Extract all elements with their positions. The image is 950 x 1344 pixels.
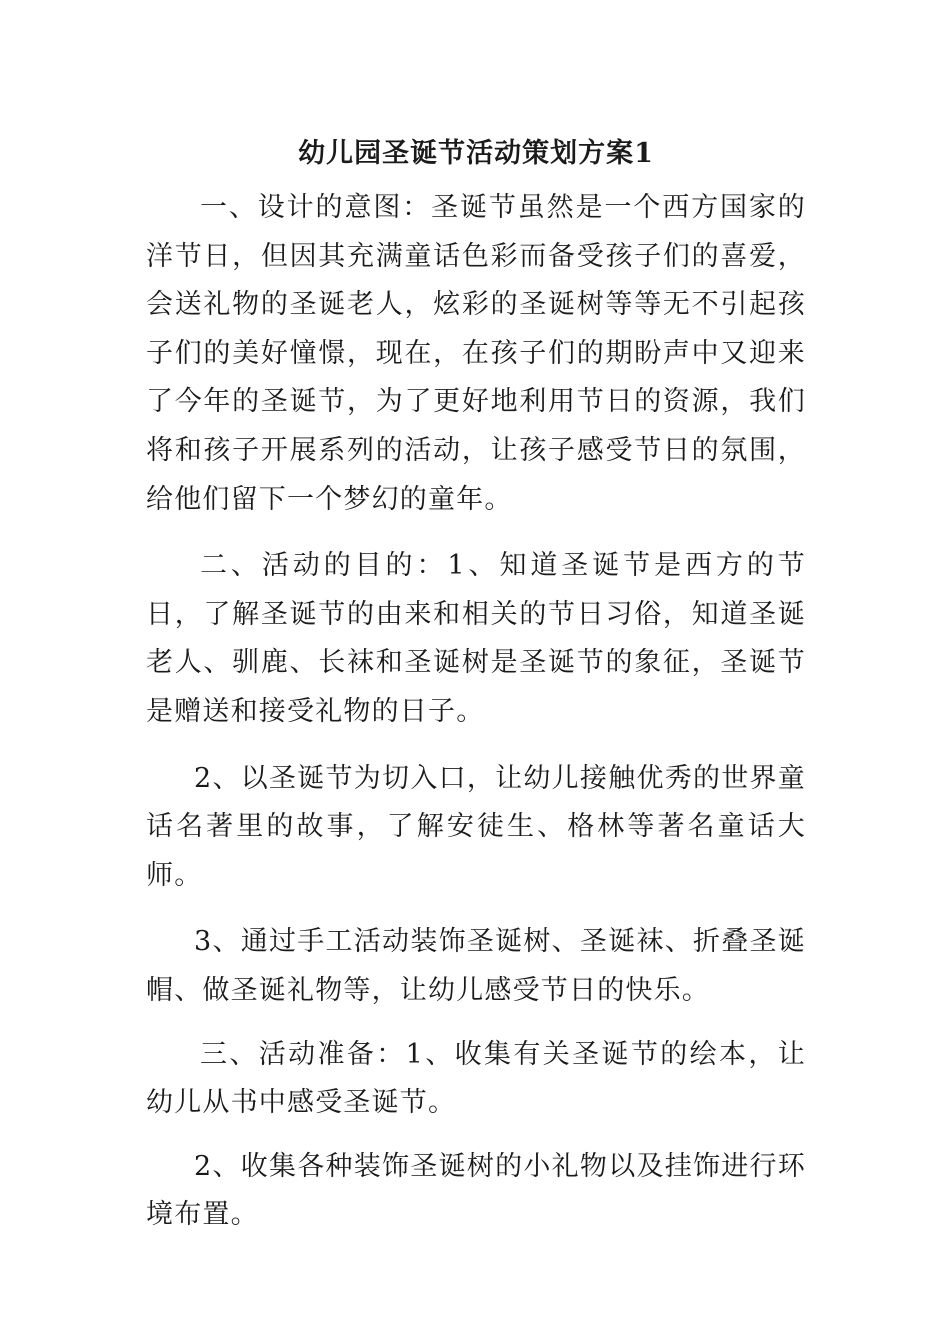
paragraph-activity-goals: 二、活动的目的：1、知道圣诞节是西方的节日，了解圣诞节的由来和相关的节日习俗，知道圣诞老人、驯鹿、长袜和圣诞树是圣诞节的象征，圣诞节是赠送和接受礼物的日子。 bbox=[146, 550, 806, 727]
paragraph-goal-2: 2、以圣诞节为切入口，让幼儿接触优秀的世界童话名著里的故事，了解安徒生、格林等著名童话大师。 bbox=[146, 762, 806, 891]
paragraph-goal-3: 3、通过手工活动装饰圣诞树、圣诞袜、折叠圣诞帽、做圣诞礼物等，让幼儿感受节日的快乐。 bbox=[146, 926, 806, 1006]
paragraph-preparation-2: 2、收集各种装饰圣诞树的小礼物以及挂饰进行环境布置。 bbox=[146, 1150, 806, 1231]
document-page bbox=[146, 128, 806, 1240]
paragraph-preparation: 三、活动准备：1、收集有关圣诞节的绘本，让幼儿从书中感受圣诞节。 bbox=[146, 1038, 806, 1119]
paragraph-design-intent: 一、设计的意图：圣诞节虽然是一个西方国家的洋节日，但因其充满童话色彩而备受孩子们的喜爱，会送礼物的圣诞老人，炫彩的圣诞树等等无不引起孩子们的美好憧憬，现在，在孩子们的期盼声中又迎来了今年的圣诞节，为了更好地利用节日的资源，我们将和孩子开展系列的活动，让孩子感受节日的氛围，给他们留下一个梦幻的童年。 bbox=[146, 192, 806, 515]
document-title: 幼儿园圣诞节活动策划方案1 bbox=[298, 138, 654, 169]
